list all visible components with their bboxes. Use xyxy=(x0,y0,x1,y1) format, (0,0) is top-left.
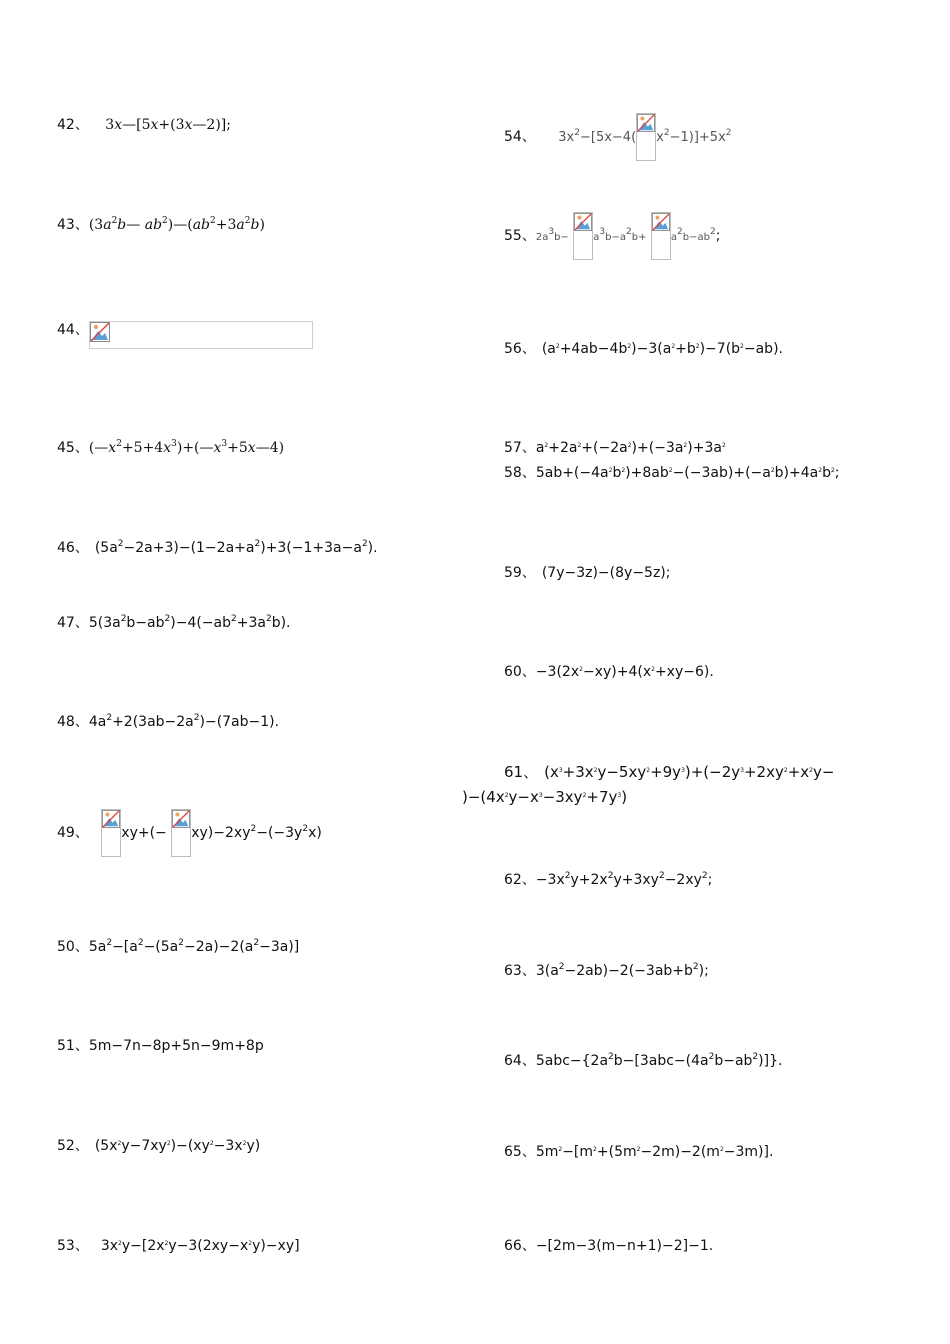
problem-42 xyxy=(57,116,231,134)
expression: $a^2+2a^2+(-2a^2)+(-3a^2)+3a^2$ xyxy=(535,440,726,456)
problem-number: 57、 xyxy=(504,440,536,456)
problem-number: 53、 xyxy=(57,1238,89,1254)
problem-50 xyxy=(57,938,299,956)
problem-number: 49、 xyxy=(57,825,89,841)
expression: $-3(2x^2-xy)+4(x^2+xy-6)$. xyxy=(535,664,714,680)
problem-53 xyxy=(57,1237,300,1255)
problem-number: 50、 xyxy=(57,939,89,955)
expression: $(5x^2y-7xy^2)-(xy^2-3x^2y)$ xyxy=(94,1138,261,1154)
problem-number: 52、 xyxy=(57,1138,89,1154)
problem-43 xyxy=(57,216,265,234)
problem-number: 47、 xyxy=(57,615,89,631)
image-placeholder xyxy=(573,212,593,260)
broken-image-icon xyxy=(637,114,655,132)
problem-48 xyxy=(57,713,279,731)
expression: $(—x^2+5+4x^3)+(—x^3+5x—4)$ xyxy=(88,439,285,456)
problem-65 xyxy=(504,1143,773,1161)
problem-63 xyxy=(504,962,709,980)
expression: $(x^3+3x^2y-5xy^2+9y^3)+(-2y^3+2xy^2+x^2y-$ xyxy=(544,763,835,781)
expr-text: x xyxy=(150,117,159,133)
expr-text: x xyxy=(114,117,123,133)
problem-45 xyxy=(57,439,284,457)
problem-58 xyxy=(504,464,840,482)
expr-text: x xyxy=(184,117,193,133)
expression: $x^2-1)]+5x^2$ xyxy=(656,128,732,145)
expression: (7y−3z)−(8y−5z); xyxy=(541,565,671,581)
image-placeholder xyxy=(89,321,313,349)
expression: $5a^2-[a^2-(5a^2-2a)-2(a^2-3a)]$ xyxy=(88,938,300,955)
expr-text: 3 xyxy=(105,117,115,133)
problem-60 xyxy=(504,663,714,681)
broken-image-icon xyxy=(574,213,592,231)
problem-number: 44、 xyxy=(57,322,89,338)
problem-number: 64、 xyxy=(504,1053,536,1069)
broken-image-icon xyxy=(102,810,120,828)
problem-number: 42、 xyxy=(57,117,89,133)
expression: $3x^2y-[2x^2y-3(2xy-x^2y)-xy]$ xyxy=(100,1238,300,1254)
problem-54 xyxy=(504,112,732,163)
expression: $(a^2+4ab-4b^2)-3(a^2+b^2)-7(b^2-ab)$. xyxy=(541,341,783,357)
problem-number: 66、 xyxy=(504,1238,536,1254)
expression: ($3a^2b—$ $ab^2)—(ab^2+3a^2b)$ xyxy=(88,216,265,233)
problem-51 xyxy=(57,1037,264,1055)
broken-image-icon xyxy=(652,213,670,231)
problem-number: 55、 xyxy=(504,228,536,244)
expr-text: —[5 xyxy=(122,117,151,133)
expression: xy+(− xyxy=(121,825,167,841)
problem-61 xyxy=(504,763,834,781)
expression: $4a^2+2(3ab-2a^2)-(7ab-1)$. xyxy=(88,713,280,730)
problem-62 xyxy=(504,871,712,889)
expression: $a^3b-a^2b+$ xyxy=(593,227,647,243)
problem-56 xyxy=(504,340,783,358)
expression: $5ab+(-4a^2b^2)+8ab^2-(-3ab)+(-a^2b)+4a^2b^2$; xyxy=(535,465,840,481)
problem-number: 62、 xyxy=(504,872,536,888)
expression: $2a^3b-$ xyxy=(535,227,569,243)
problem-number: 45、 xyxy=(57,440,89,456)
expression: $3(a^2-2ab)-2(-3ab+b^2)$; xyxy=(535,962,709,979)
broken-image-icon xyxy=(90,322,110,342)
problem-number: 48、 xyxy=(57,714,89,730)
problem-49 xyxy=(57,808,322,858)
expression: $-3x^2y+2x^2y+3xy^2-2xy^2$; xyxy=(535,871,713,888)
problem-55 xyxy=(504,211,720,263)
problem-47 xyxy=(57,614,291,632)
expression: $5abc-\{2a^2b-[3abc-(4a^2b-ab^2)]\}$. xyxy=(535,1052,783,1069)
problem-52 xyxy=(57,1137,260,1155)
image-placeholder xyxy=(636,113,656,161)
broken-image-icon xyxy=(172,810,190,828)
expression: 5m−7n−8p+5n−9m+8p xyxy=(88,1038,264,1054)
problem-number: 51、 xyxy=(57,1038,89,1054)
expression: )$-(4x^2y-x^3-3xy^2+7y^3)$ xyxy=(462,788,628,806)
image-placeholder xyxy=(171,809,191,857)
expression: ; xyxy=(715,228,721,244)
problem-64 xyxy=(504,1052,782,1070)
expression: $5m^2-[m^2+(5m^2-2m)-2(m^2-3m)]$. xyxy=(535,1144,774,1160)
problem-number: 56、 xyxy=(504,341,536,357)
expr-text: +(3 xyxy=(158,117,185,133)
problem-66 xyxy=(504,1237,713,1255)
expr-text: —2)]; xyxy=(192,117,231,133)
problem-number: 54、 xyxy=(504,129,536,145)
expression: $xy)-2xy^2-(-3y^2x)$ xyxy=(191,824,322,841)
problem-number: 63、 xyxy=(504,963,536,979)
problem-44 xyxy=(57,321,313,349)
expression: $a^2b-ab^2$ xyxy=(670,227,716,243)
image-placeholder xyxy=(101,809,121,857)
expression: $(5a^2-2a+3)-(1-2a+a^2)+3(-1+3a-a^2)$. xyxy=(94,539,378,556)
problem-number: 60、 xyxy=(504,664,536,680)
problem-59 xyxy=(504,564,670,582)
expression: −[2m−3(m−n+1)−2]−1. xyxy=(535,1238,714,1254)
problem-number: 61、 xyxy=(504,763,539,781)
problem-57 xyxy=(504,439,726,457)
image-placeholder xyxy=(651,212,671,260)
problem-46 xyxy=(57,539,378,557)
problem-number: 43、 xyxy=(57,217,89,233)
expression: $3x^2-[5x-4$( xyxy=(558,128,637,145)
problem-number: 59、 xyxy=(504,565,536,581)
problem-61-line2 xyxy=(462,788,627,806)
expression: $5(3a^2b-ab^2)-4(-ab^2+3a^2b)$. xyxy=(88,614,291,631)
problem-number: 58、 xyxy=(504,465,536,481)
problem-number: 46、 xyxy=(57,540,89,556)
problem-number: 65、 xyxy=(504,1144,536,1160)
